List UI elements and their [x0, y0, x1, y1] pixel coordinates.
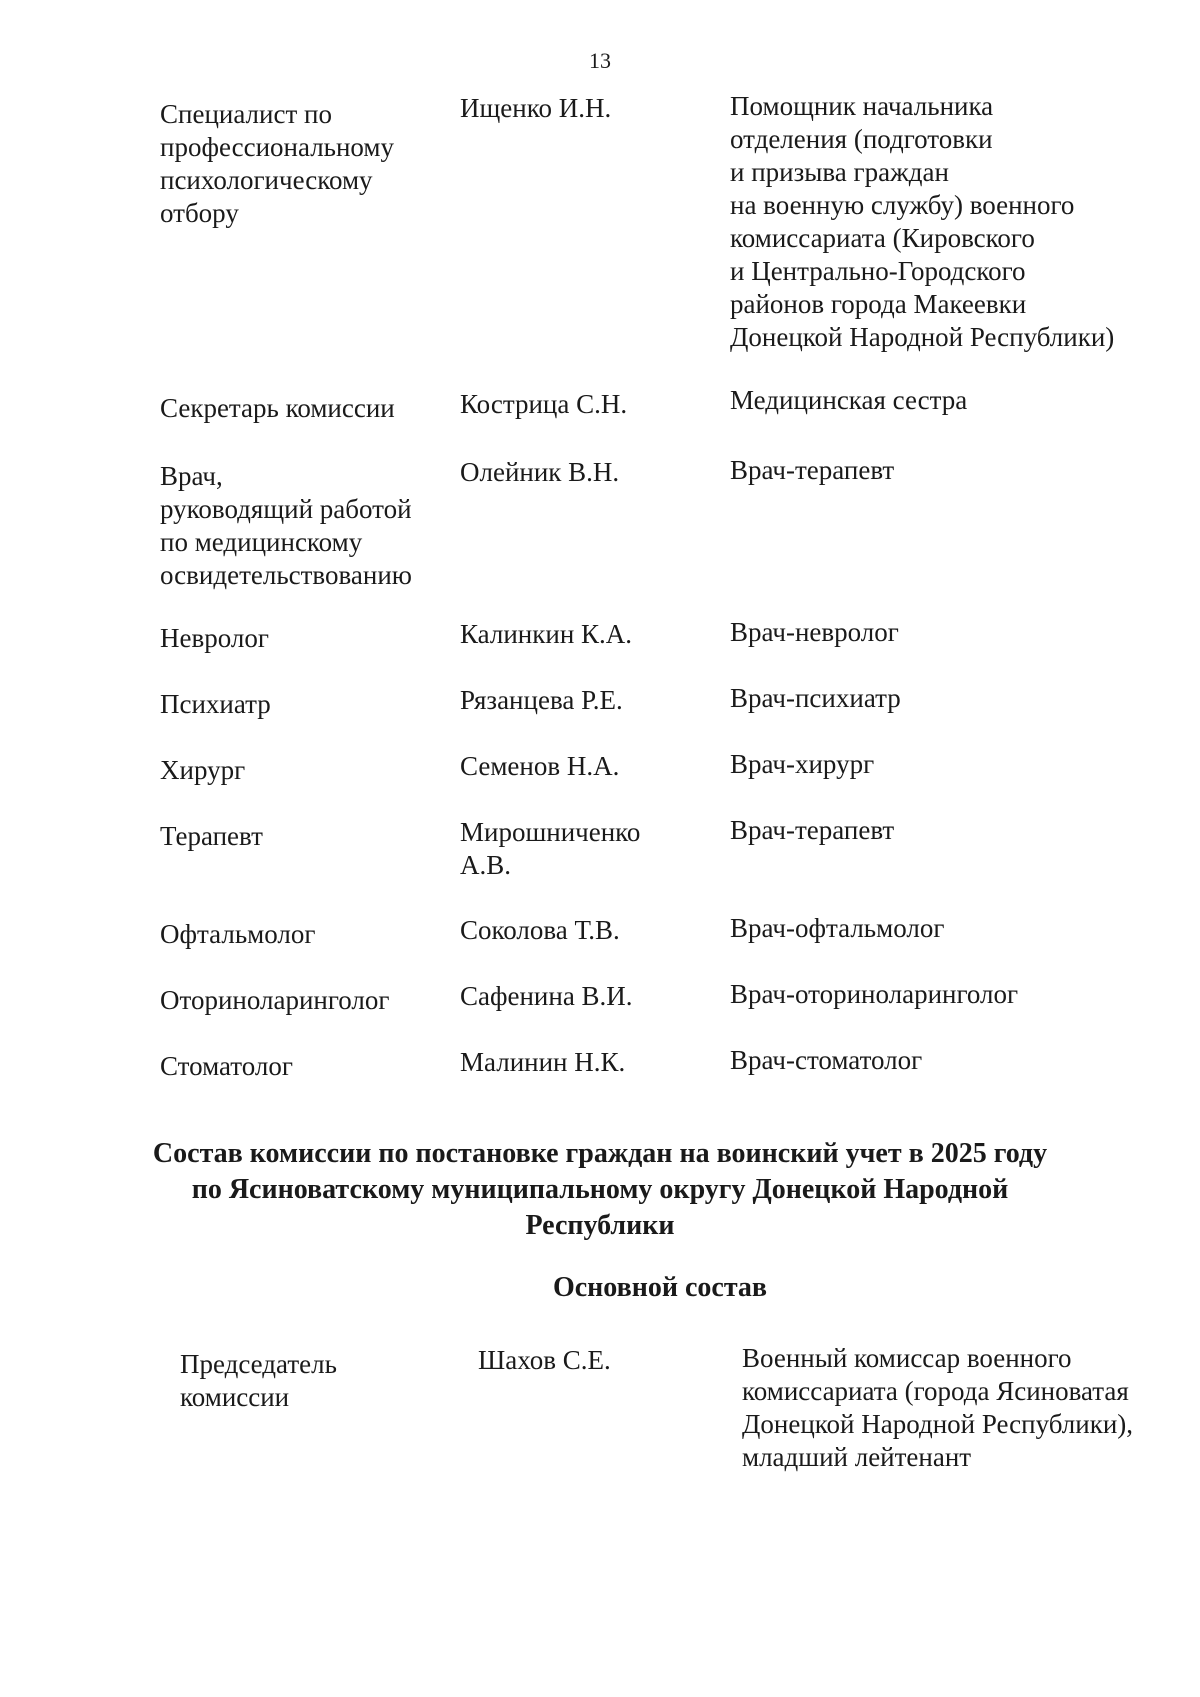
- member-role: Невролог: [160, 623, 269, 653]
- member-name: Калинкин К.А.: [460, 619, 633, 649]
- member-role: Специалист по профессиональному психологическому отбору: [160, 99, 394, 228]
- member-name: Шахов С.Е.: [478, 1345, 611, 1375]
- subsection-title: Основной состав: [552, 1272, 768, 1303]
- member-position: Врач-психиатр: [730, 683, 901, 713]
- member-position: Помощник начальника отделения (подготовки и призыва граждан на военную службу) военного комиссариата (Кировского и Центрально-Городского районов города Макеевки Донецкой Народной Республики): [730, 91, 1115, 352]
- member-role: Стоматолог: [160, 1051, 293, 1081]
- member-name: Ищенко И.Н.: [460, 93, 612, 123]
- member-position: Врач-стоматолог: [730, 1045, 923, 1075]
- member-role: Оториноларинголог: [160, 985, 390, 1015]
- member-name: Олейник В.Н.: [460, 457, 620, 487]
- member-role: Терапевт: [160, 821, 263, 851]
- member-position: Врач-хирург: [730, 749, 875, 779]
- member-role: Секретарь комиссии: [160, 393, 395, 423]
- member-name: Малинин Н.К.: [460, 1047, 626, 1077]
- section-title-line: по Ясиноватскому муниципальному округу Донецкой Народной: [191, 1174, 1009, 1205]
- member-role: Офтальмолог: [160, 919, 316, 949]
- page-number: 13: [589, 48, 611, 73]
- member-role: Врач, руководящий работой по медицинскому освидетельствованию: [160, 461, 412, 590]
- member-position: Медицинская сестра: [730, 385, 968, 415]
- member-name: Мирошниченко А.В.: [460, 817, 641, 880]
- member-position: Врач-офтальмолог: [730, 913, 945, 943]
- member-name: Семенов Н.А.: [460, 751, 620, 781]
- member-position: Врач-терапевт: [730, 815, 895, 845]
- section-title: [0, 1136, 1200, 1244]
- member-position: Военный комиссар военного комиссариата (города Ясиноватая Донецкой Народной Республики), младший лейтенант: [742, 1343, 1134, 1472]
- member-name: Сафенина В.И.: [460, 981, 633, 1011]
- member-role: Хирург: [160, 755, 246, 785]
- section-title-line: Республики: [525, 1210, 675, 1241]
- member-position: Врач-невролог: [730, 617, 899, 647]
- member-name: Кострица С.Н.: [460, 389, 628, 419]
- member-position: Врач-терапевт: [730, 455, 895, 485]
- member-name: Рязанцева Р.Е.: [460, 685, 623, 715]
- section-title-line: Состав комиссии по постановке граждан на воинский учет в 2025 году: [152, 1138, 1048, 1169]
- member-position: Врач-оториноларинголог: [730, 979, 1019, 1009]
- member-role: Председатель комиссии: [180, 1349, 337, 1412]
- member-role: Психиатр: [160, 689, 271, 719]
- member-name: Соколова Т.В.: [460, 915, 620, 945]
